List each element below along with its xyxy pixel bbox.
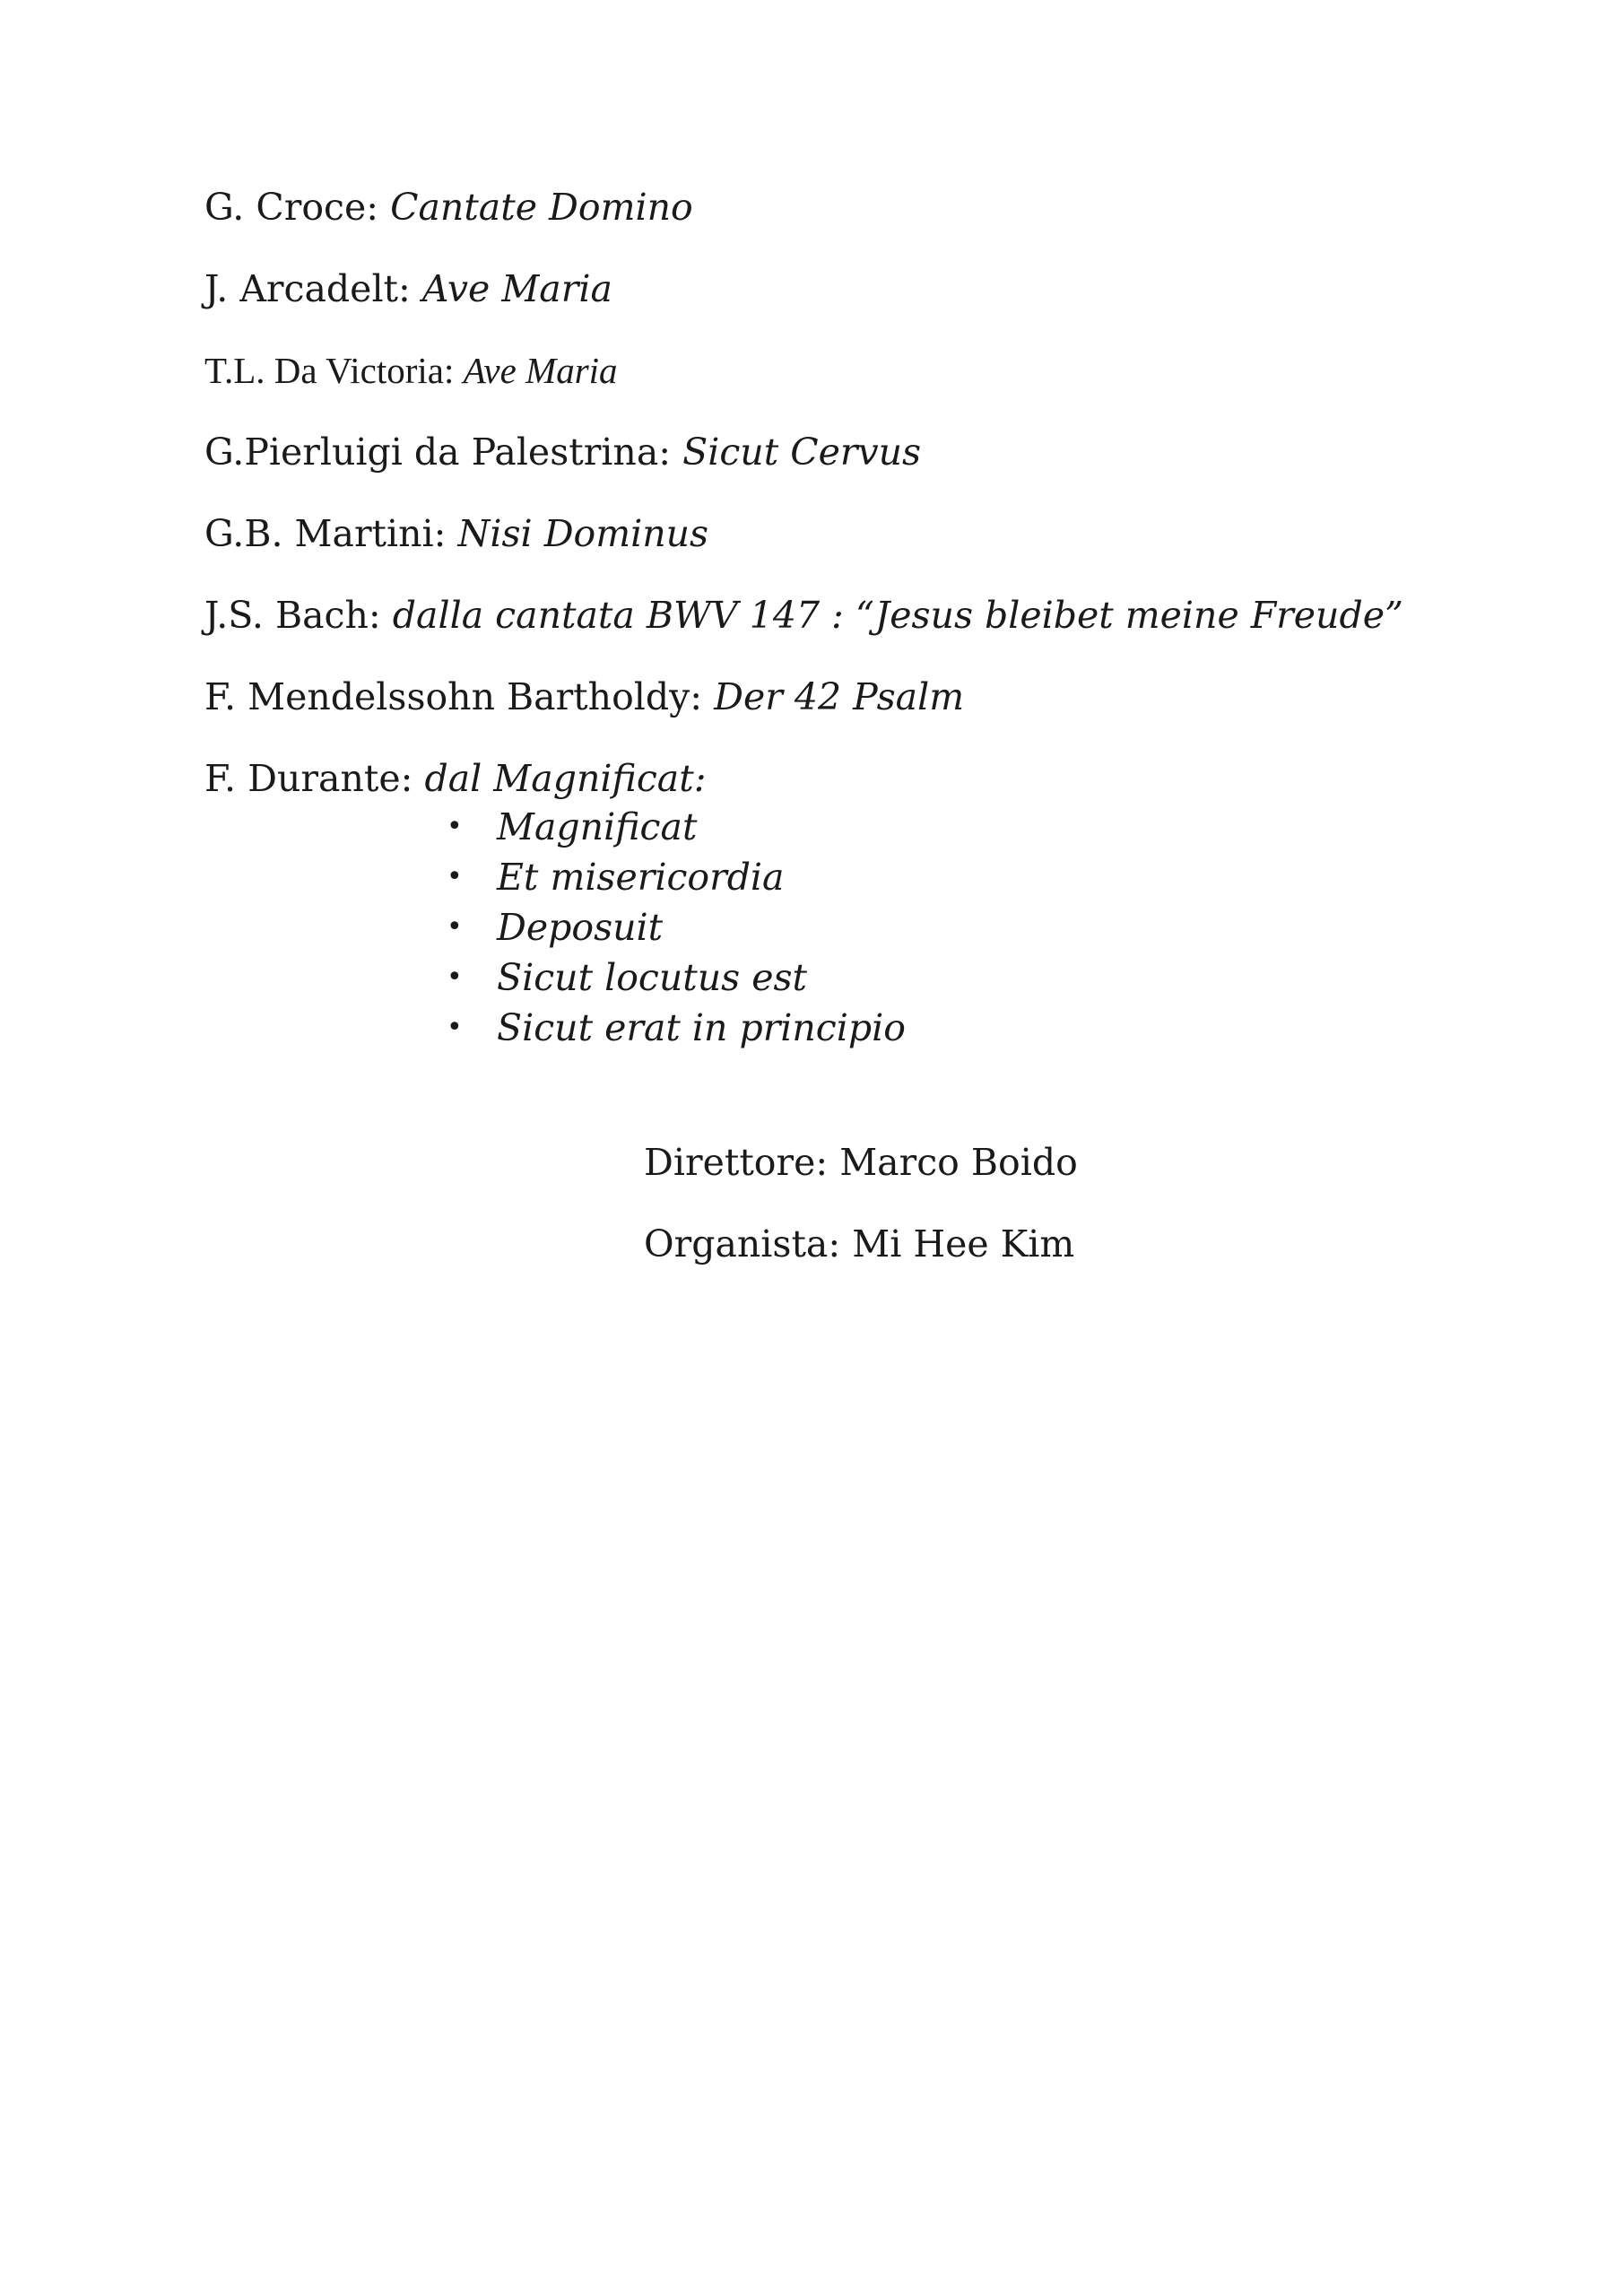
- composer-name: G.B. Martini:: [204, 512, 447, 555]
- movement-item: [447, 852, 1624, 902]
- concert-program: [204, 184, 1505, 1053]
- composer-name: F. Mendelssohn Bartholdy:: [204, 675, 703, 718]
- work-title: Ave Maria: [421, 267, 612, 310]
- work-title: dalla cantata BWV 147 : “Jesus bleibet meine Freude”: [392, 594, 1403, 637]
- program-entry: [204, 592, 1505, 639]
- work-title: Ave Maria: [463, 350, 618, 391]
- work-title: dal Magnificat:: [424, 757, 707, 800]
- bullet-icon: •: [447, 811, 463, 842]
- composer-name: J. Arcadelt:: [204, 267, 411, 310]
- composer-name: T.L. Da Victoria:: [204, 350, 455, 391]
- work-title: Sicut Cervus: [682, 430, 922, 474]
- program-entry: [204, 184, 1505, 230]
- work-title: Nisi Dominus: [457, 512, 709, 555]
- work-title: Cantate Domino: [390, 186, 693, 229]
- movement-item: [447, 902, 1624, 952]
- program-entry: [204, 347, 1505, 394]
- movement-title: Magnificat: [497, 805, 698, 848]
- magnificat-movement-list: [447, 802, 1624, 1053]
- program-entry: [204, 429, 1505, 475]
- movement-item: [447, 802, 1624, 852]
- director-credit: Direttore: Marco Boido: [644, 1141, 1078, 1184]
- movement-title: Sicut locutus est: [497, 956, 807, 999]
- movement-item: [447, 952, 1624, 1003]
- bullet-icon: •: [447, 861, 463, 892]
- work-title: Der 42 Psalm: [714, 675, 965, 718]
- bullet-icon: •: [447, 961, 463, 993]
- program-entry: [204, 510, 1505, 557]
- bullet-icon: •: [447, 1012, 463, 1043]
- movement-title: Sicut erat in principio: [497, 1006, 906, 1049]
- program-entry: [204, 674, 1505, 720]
- movement-title: Et misericordia: [497, 856, 785, 899]
- program-entry: [204, 265, 1505, 312]
- performer-credits: [644, 1139, 1078, 1302]
- program-entry: [204, 755, 1505, 802]
- movement-item: [447, 1003, 1624, 1053]
- composer-name: F. Durante:: [204, 757, 413, 800]
- composer-name: J.S. Bach:: [204, 594, 381, 637]
- movement-title: Deposuit: [497, 906, 664, 949]
- composer-name: G.Pierluigi da Palestrina:: [204, 430, 672, 474]
- organist-credit: Organista: Mi Hee Kim: [644, 1222, 1075, 1265]
- bullet-icon: •: [447, 911, 463, 943]
- composer-name: G. Croce:: [204, 186, 379, 229]
